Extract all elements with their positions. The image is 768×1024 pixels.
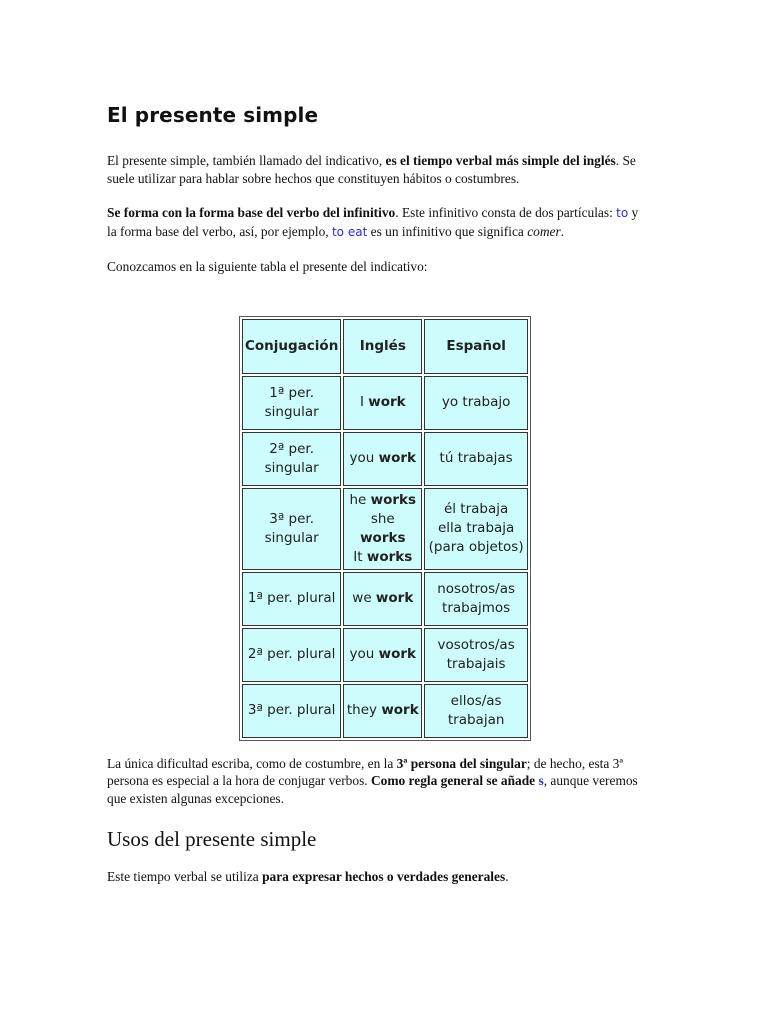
- ingles-line: [346, 548, 419, 567]
- cell-espanol: vosotros/as trabajais: [424, 628, 528, 682]
- pronoun: they: [346, 702, 382, 718]
- header-conjugacion: Conjugación: [242, 319, 341, 374]
- cell-ingles: [343, 376, 422, 430]
- cell-ingles: [343, 628, 422, 682]
- conjugation-table: [239, 316, 531, 741]
- verb: work: [378, 450, 417, 466]
- formation-text-3: es un infinitivo que significa: [367, 223, 528, 239]
- cell-espanol: ellos/as trabajan: [424, 684, 528, 738]
- espanol-line: (para objetos): [428, 539, 524, 555]
- table-row: [242, 488, 528, 570]
- table-intro-paragraph: Conozcamos en la siguiente tabla el presente del indicativo:: [107, 259, 428, 274]
- cell-conjugacion: 1ª per. singular: [242, 376, 341, 430]
- verb: work: [375, 590, 414, 606]
- formation-text-4: .: [560, 223, 565, 239]
- intro-bold: es el tiempo verbal más simple del inglés: [385, 153, 616, 168]
- pronoun: he: [349, 491, 371, 508]
- table-row: [242, 572, 528, 626]
- cell-espanol: yo trabajo: [424, 376, 528, 430]
- cell-conjugacion: 1ª per. plural: [242, 572, 341, 626]
- verb: works: [370, 491, 417, 508]
- link-to-eat[interactable]: to eat: [331, 224, 368, 239]
- header-ingles: Inglés: [343, 319, 422, 374]
- cell-ingles: [343, 572, 422, 626]
- cell-conjugacion: 3ª per. plural: [242, 684, 341, 738]
- rule-text-2: ; de hecho, esta 3ª persona es especial a la hora de conjugar verbos.: [107, 755, 624, 788]
- table-header-row: [242, 319, 528, 374]
- cell-espanol: tú trabajas: [424, 432, 528, 486]
- rule-bold-1: 3ª persona del singular: [396, 755, 527, 771]
- singular-rule-paragraph: [107, 755, 648, 808]
- pronoun: you: [349, 646, 379, 662]
- pronoun: we: [352, 590, 376, 606]
- cell-conjugacion: 3ª per. singular: [242, 488, 341, 570]
- formation-paragraph: [107, 204, 648, 241]
- rule-bold-2: Como regla general se añade: [370, 773, 539, 788]
- formation-text-1: . Este infinitivo consta de dos partículas:: [395, 205, 617, 220]
- link-to[interactable]: to: [616, 206, 629, 220]
- usos-text-2: .: [505, 869, 509, 884]
- cell-conjugacion: 2ª per. singular: [242, 432, 341, 486]
- verb: work: [381, 702, 419, 718]
- ingles-line: [346, 510, 419, 548]
- espanol-line: ella trabaja: [437, 520, 515, 536]
- header-espanol: Español: [424, 319, 528, 374]
- usos-bold: para expresar hechos o verdades generales: [262, 869, 506, 884]
- pronoun: It: [353, 548, 367, 565]
- pronoun: she: [370, 510, 395, 527]
- cell-ingles: [343, 432, 422, 486]
- cell-conjugacion: 2ª per. plural: [242, 628, 341, 682]
- pronoun: you: [349, 450, 379, 466]
- usos-paragraph: [107, 868, 648, 886]
- rule-text-3: , aunque veremos que existen algunas excepciones.: [107, 773, 638, 806]
- conjugation-table-wrapper: [239, 316, 531, 741]
- usos-text-1: Este tiempo verbal se utiliza: [107, 869, 263, 884]
- table-row: [242, 432, 528, 486]
- section-heading-usos: Usos del presente simple: [107, 827, 317, 851]
- table-row: [242, 684, 528, 738]
- cell-ingles: [343, 684, 422, 738]
- verb: works: [366, 548, 413, 565]
- table-row: [242, 628, 528, 682]
- table-row: [242, 376, 528, 430]
- formation-text-2: y la forma base del verbo, así, por ejemplo,: [107, 205, 639, 239]
- verb: works: [360, 529, 406, 546]
- formation-bold: Se forma con la forma base del verbo del infinitivo: [107, 205, 396, 220]
- intro-paragraph: [107, 152, 648, 187]
- intro-text-1: El presente simple, también llamado del indicativo,: [107, 153, 386, 168]
- intro-text-2: . Se suele utilizar para hablar sobre hechos que constituyen hábitos o costumbres.: [107, 153, 636, 186]
- rule-text-1: La única dificultad escriba, como de costumbre, en la: [107, 755, 397, 771]
- cell-ingles: [343, 488, 422, 570]
- cell-espanol: nosotros/as trabajmos: [424, 572, 528, 626]
- verb: work: [378, 646, 417, 662]
- formation-italic: comer: [527, 223, 561, 239]
- ingles-line: [346, 491, 419, 510]
- verb: work: [368, 394, 406, 410]
- link-s[interactable]: s: [538, 773, 544, 788]
- cell-espanol: [424, 488, 528, 570]
- pronoun: I: [359, 394, 369, 410]
- page-title: El presente simple: [107, 103, 319, 127]
- espanol-line: él trabaja: [443, 501, 509, 517]
